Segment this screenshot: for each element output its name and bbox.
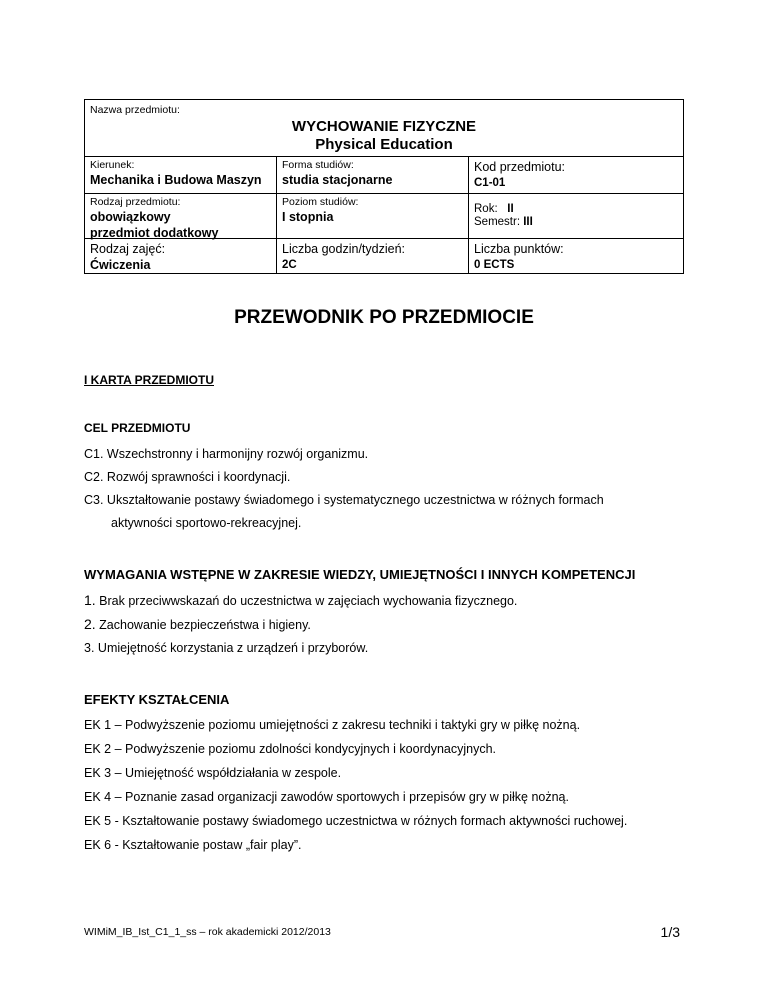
poziom-value: I stopnia [282,210,334,224]
kierunek-cell [85,157,277,193]
efekty-item-5: EK 5 - Kształtowanie postawy świadomego uczestnictwa w różnych formach aktywności ruchowej. [84,814,628,828]
zajec-value: Ćwiczenia [90,258,151,272]
punktow-value: 0 ECTS [474,259,515,271]
godzin-label: Liczba godzin/tydzień: [282,242,405,256]
karta-heading: I KARTA PRZEDMIOTU [84,373,214,387]
efekty-item-3: EK 3 – Umiejętność współdziałania w zespole. [84,766,342,780]
forma-label: Forma studiów: [282,159,354,171]
wymagania-heading: WYMAGANIA WSTĘPNE W ZAKRESIE WIEDZY, UMIEJĘTNOŚCI I INNYCH KOMPETENCJI [84,567,636,582]
godzin-cell [277,239,469,273]
footer-text: WIMiM_IB_Ist_C1_1_ss – rok akademicki 2012/2013 [84,926,331,938]
cel-item-3-continuation: aktywności sportowo-rekreacyjnej. [111,516,302,530]
kierunek-value: Mechanika i Budowa Maszyn [90,173,262,187]
rodzaj-cell [85,194,277,238]
kod-value: C1-01 [474,177,506,189]
rodzaj-value-1: obowiązkowy [90,210,171,224]
zajec-label: Rodzaj zajęć: [90,242,166,256]
efekty-item-4: EK 4 – Poznanie zasad organizacji zawodów sportowych i przepisów gry w piłkę nożną. [84,790,569,804]
subject-label: Nazwa przedmiotu: [90,104,180,116]
rok-label: Rok: [474,203,498,215]
wymagania-item-3: 3. Umiejętność korzystania z urządzeń i przyborów. [84,641,369,655]
kod-label: Kod przedmiotu: [474,160,566,174]
cel-item-2: C2. Rozwój sprawności i koordynacji. [84,470,291,484]
godzin-value: 2C [282,259,297,271]
cel-heading: CEL PRZEDMIOTU [84,421,191,435]
page-number: 1/3 [660,924,680,940]
subject-title-pl: WYCHOWANIE FIZYCZNE [291,118,477,135]
header-row-3 [85,239,683,273]
header-row-2 [85,194,683,239]
semestr-label: Semestr: [474,216,521,228]
rok-value: II [507,203,514,215]
efekty-item-2: EK 2 – Podwyższenie poziomu zdolności kondycyjnych i koordynacyjnych. [84,742,497,756]
cel-item-3: C3. Ukształtowanie postawy świadomego i systematycznego uczestnictwa w różnych formach [84,493,604,507]
forma-value: studia stacjonarne [282,173,393,187]
subject-name-cell [85,100,683,157]
subject-title-en: Physical Education [315,136,453,153]
rodzaj-label: Rodzaj przedmiotu: [90,196,181,208]
forma-cell [277,157,469,193]
cel-item-1: C1. Wszechstronny i harmonijny rozwój organizmu. [84,447,369,461]
punktow-label: Liczba punktów: [474,242,564,256]
wymagania-item-2: 2. Zachowanie bezpieczeństwa i higieny. [84,616,311,632]
kod-cell [469,157,683,193]
semestr-value: III [523,216,533,228]
document-title: PRZEWODNIK PO PRZEDMIOCIE [234,307,534,328]
rok-semestr-cell [469,194,683,238]
poziom-cell [277,194,469,238]
kierunek-label: Kierunek: [90,159,135,171]
efekty-item-6: EK 6 - Kształtowanie postaw „fair play”. [84,838,302,852]
poziom-label: Poziom studiów: [282,196,359,208]
course-header-table [84,99,684,274]
header-row-1 [85,157,683,194]
wymagania-item-1: 1. Brak przeciwwskazań do uczestnictwa w zajęciach wychowania fizycznego. [84,592,518,608]
efekty-item-1: EK 1 – Podwyższenie poziomu umiejętności z zakresu techniki i taktyki gry w piłkę nożną. [84,718,581,732]
punktow-cell [469,239,683,273]
efekty-heading: EFEKTY KSZTAŁCENIA [84,692,230,707]
rodzaj-value-2: przedmiot dodatkowy [90,226,219,240]
zajec-cell [85,239,277,273]
